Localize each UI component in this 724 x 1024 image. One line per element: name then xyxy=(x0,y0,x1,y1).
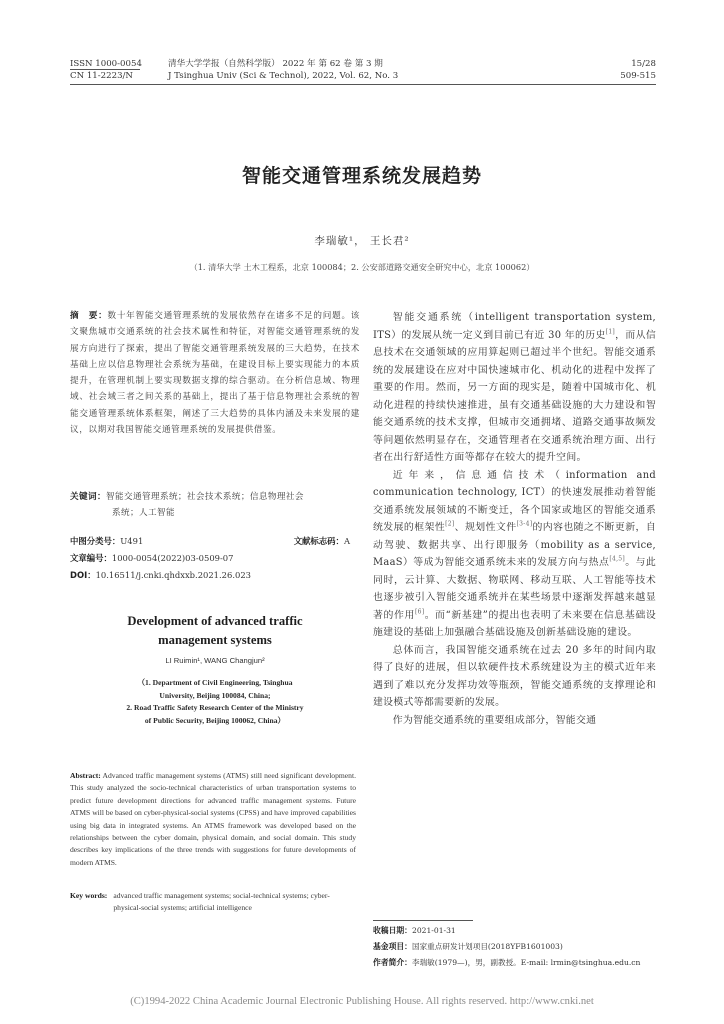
footnote-received xyxy=(373,925,673,936)
page-range: 509-515 xyxy=(620,71,656,81)
doi-label: DOI： xyxy=(70,570,96,580)
journal-name-cn: 清华大学学报（自然科学版） 2022 年 第 62 卷 第 3 期 xyxy=(168,59,383,69)
english-affiliations xyxy=(70,677,360,727)
english-title xyxy=(70,612,360,650)
body-paragraph-1 xyxy=(373,309,656,467)
doc-code-label: 文献标志码： xyxy=(293,536,344,546)
header-divider xyxy=(70,69,140,70)
clc-label: 中图分类号： xyxy=(70,536,121,546)
abstract-cn-label: 摘 要： xyxy=(70,311,108,321)
abstract-en-text: Advanced traffic management systems (ATMS) still need significant development. This study analyzed the socio-technical characteristics of urban transportation systems to predict future development directions for advanced traffic management systems. Future ATMS will be based on cyber-physical-social systems (CPSS) and have improved capabilities using big data in integrated systems. An ATMS framework was developed based on the relationships between the cyber domain, physical domain, and social domain. This study describes key implications of the three trends with suggestions for future developments of modern ATMS. xyxy=(70,771,356,867)
body-text xyxy=(373,309,656,729)
english-affiliation-line2: University, Beijing 100084, China; xyxy=(159,690,271,700)
article-number-row xyxy=(70,552,360,564)
clc-value: U491 xyxy=(120,536,144,546)
english-affiliation-line3: 2. Road Traffic Safety Research Center of the Ministry xyxy=(126,703,304,713)
footnote-rule xyxy=(373,920,473,921)
citation: [6] xyxy=(414,608,425,616)
affiliations: （1. 清华大学 土木工程系，北京 100084；2. 公安部道路交通安全研究中心，北京 100062） xyxy=(189,262,535,272)
english-authors: LI Ruimin¹, WANG Changjun² xyxy=(165,656,265,665)
keywords-cn-line1: 智能交通管理系统；社会技术系统；信息物理社会 xyxy=(105,492,304,502)
footnote-author-value: 李瑞敏(1979—)，男，副教授。E-mail: lrmin@tsinghua.edu.cn xyxy=(411,958,641,967)
header-rule xyxy=(70,84,656,85)
english-affiliation-line4: of Public Security, Beijing 100062, China） xyxy=(144,715,286,725)
body-p2-part-c: 的内容也随之不断更新，自动驾驶、数据共享、出行即服务（mobility as a service, MaaS）等成为智能交通系统未来的发展方向与热点 xyxy=(373,522,656,568)
citation: [1] xyxy=(605,328,616,336)
abstract-en-label: Abstract: xyxy=(70,771,101,780)
keywords-en-text: advanced traffic management systems; social-technical systems; cyber-physical-social systems; artificial intelligence xyxy=(113,891,330,913)
issue-position: 15/28 xyxy=(631,59,656,69)
body-p2-part-e: 。而“新基建”的提出也表明了未来要在信息基础设施建设的基础上加强融合基础设施及创新基础设施的建设。 xyxy=(373,609,657,638)
article-number-label: 文章编号： xyxy=(70,553,112,563)
keywords-cn-label: 关键词： xyxy=(70,492,106,502)
page-title: 智能交通管理系统发展趋势 xyxy=(241,165,482,187)
body-p1-part-a: 智能交通系统（intelligent transportation system, ITS）的发展从统一定义到目前已有近 30 年的历史 xyxy=(373,312,656,341)
english-title-line1: Development of advanced traffic xyxy=(127,614,303,628)
body-paragraph-3: 总体而言，我国智能交通系统在过去 20 多年的时间内取得了良好的进展，但以软硬件技术系统建设为主的模式近年来遇到了难以充分发挥功效等瓶颈，智能交通系统的支撑理论和建设模式等都需要新的发展。 xyxy=(373,644,656,708)
abstract-en xyxy=(70,770,356,869)
body-p1-part-b: ，而从信息技术在交通领域的应用算起则已超过半个世纪。智能交通系统的发展建设在应对中国快速城市化、机动化的进程中发挥了重要的作用。然而，另一方面的现实是，随着中国城市化、机动化进程的持续快速推进，虽有交通基础设施的大力建设和智能交通系统的技术支撑，但城市交通拥堵、道路交通事故频发等问题依然明显存在，交通管理者在交通系统治理方面、出行者在出行舒适性方面等都存在较大的提升空间。 xyxy=(373,329,656,463)
body-paragraph-2 xyxy=(373,467,656,642)
footnote-author-label: 作者简介： xyxy=(373,958,412,967)
doi-row xyxy=(70,569,360,581)
doi-value: 10.16511/j.cnki.qhdxxb.2021.26.023 xyxy=(95,570,251,580)
keywords-en xyxy=(70,890,356,915)
body-p2-part-d: 。与此同时，云计算、大数据、物联网、移动互联、人工智能等技术也逐步被引入智能交通系统并在某些场景中逐渐发挥越来越显著的作用 xyxy=(373,557,656,621)
journal-name-en: J Tsinghua Univ (Sci & Technol), 2022, Vol. 62, No. 3 xyxy=(168,71,399,81)
clc-row xyxy=(70,535,360,547)
keywords-cn-line2: 系统；人工智能 xyxy=(112,507,175,518)
english-affiliation-line1: （1. Department of Civil Engineering, Tsinghua xyxy=(137,678,293,687)
citation: [4,5] xyxy=(609,555,626,563)
footnote-author xyxy=(373,957,673,968)
body-p2-part-b: 、规划性文件 xyxy=(454,522,517,533)
authors: 李瑞敏¹， 王长君² xyxy=(314,235,410,247)
cn-number: CN 11-2223/N xyxy=(70,71,133,81)
citation: [3-4] xyxy=(516,520,533,528)
keywords-en-label: Key words: xyxy=(70,891,108,900)
footnote-fund-value: 国家重点研发计划项目(2018YFB1601003) xyxy=(411,942,563,951)
article-number-value: 1000-0054(2022)03-0509-07 xyxy=(111,553,234,563)
issn: ISSN 1000-0054 xyxy=(70,59,142,69)
doc-code-value: A xyxy=(343,536,350,546)
keywords-cn xyxy=(70,490,360,521)
abstract-cn-text: 数十年智能交通管理系统的发展依然存在诸多不足的问题。该文聚焦城市交通系统的社会技术属性和特征，对智能交通管理系统的发展方向进行了探索，提出了智能交通管理系统发展的三大趋势，在技术基础上应以信息物理社会系统为基础，在建设目标上要实现能力的本质提升，在管理机制上要实现数据支撑的综合驱动。在分析信息域、物理域、社会域三者之间关系的基础上，提出了基于信息物理社会系统的智能交通管理系统体系框架，阐述了三大趋势的具体内涵及未来发展的建议，以期对我国智能交通管理系统的发展提供借鉴。 xyxy=(70,311,361,436)
citation: [2] xyxy=(445,520,455,528)
copyright-footer: (C)1994-2022 China Academic Journal Electronic Publishing House. All rights reserved. http://www.cnki.net xyxy=(130,996,594,1007)
footnote-received-label: 收稿日期： xyxy=(373,926,412,935)
doc-code xyxy=(294,535,350,547)
footnote-fund-label: 基金项目： xyxy=(373,942,412,951)
footnote-received-value: 2021-01-31 xyxy=(411,926,456,935)
abstract-cn xyxy=(70,308,360,438)
english-title-line2: management systems xyxy=(158,633,272,647)
body-paragraph-4: 作为智能交通系统的重要组成部分，智能交通 xyxy=(392,714,597,726)
footnote-fund xyxy=(373,941,673,952)
body-p2-part-a: 近年来，信息通信技术（information and communication technology, ICT）的快速发展推动着智能交通系统发展领域的不断变迁，各个国家或地区的智能交通系统发展的框架性 xyxy=(373,469,656,533)
